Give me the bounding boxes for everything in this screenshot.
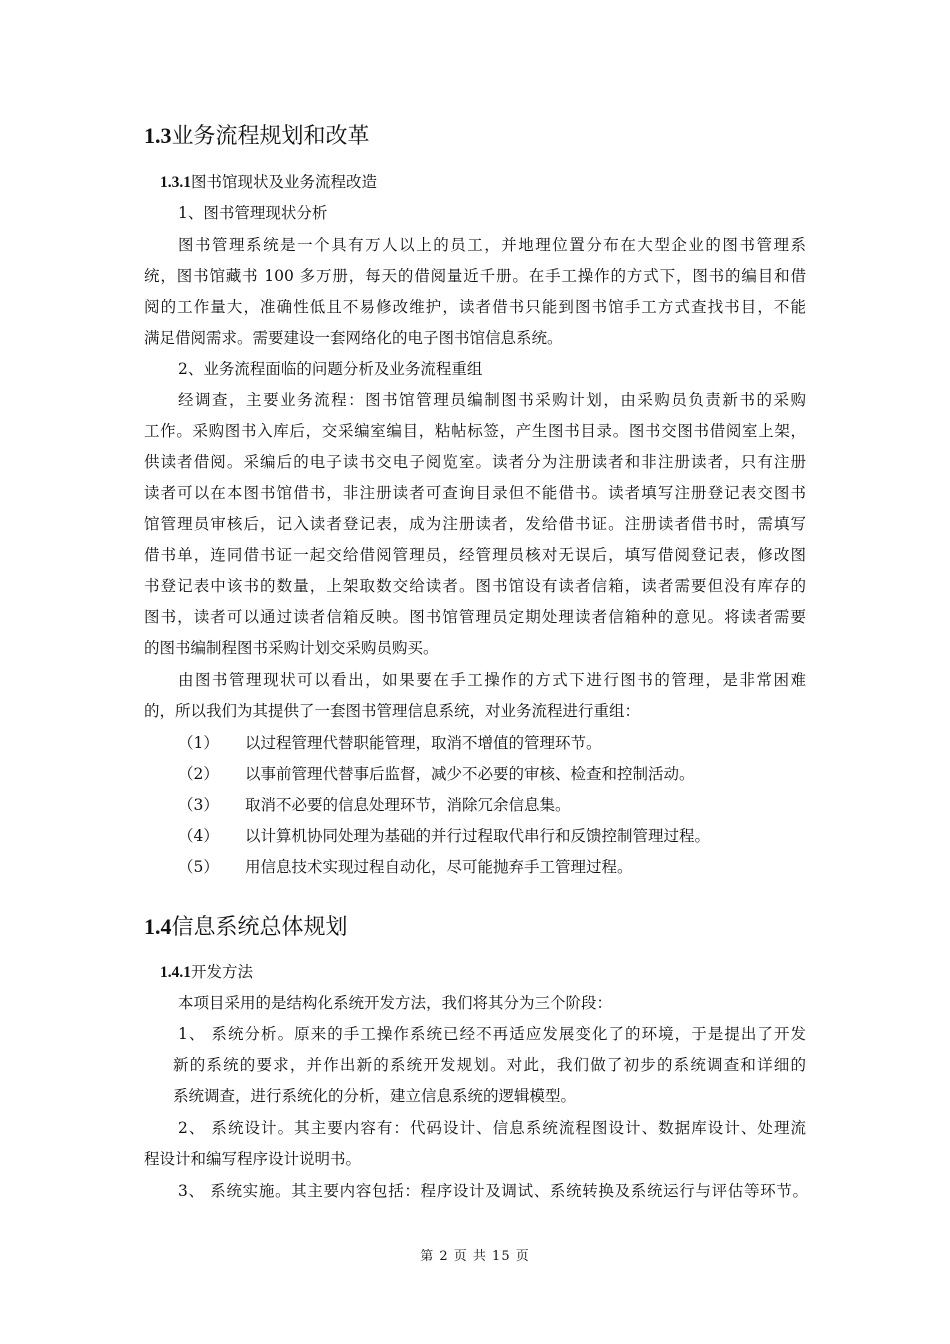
page-footer: 第 2 页 共 15 页: [420, 1249, 530, 1264]
paragraph-line: 工作。采购图书入库后，交采编室编目，粘帖标签，产生图书目录。图书交图书借阅室上架，: [144, 422, 806, 440]
paragraph-line: 2、 系统设计。其主要内容有：代码设计、信息系统流程图设计、数据库设计、处理流: [178, 1119, 806, 1137]
paragraph-line: 的图书编制程图书采购计划交采购员购买。: [144, 639, 439, 657]
subsection-number: 1.4.1: [160, 964, 191, 981]
paragraph-line: 由图书管理现状可以看出，如果要在手工操作的方式下进行图书的管理，是非常困难: [178, 671, 806, 689]
paragraph-line: 系统调查，进行系统化的分析，建立信息系统的逻辑模型。: [173, 1087, 577, 1105]
item-title: 2、业务流程面临的问题分析及业务流程重组: [178, 360, 483, 378]
section-title: 业务流程规划和改革: [171, 124, 370, 149]
item-title: 1、图书管理现状分析: [178, 204, 328, 222]
paragraph-line: 本项目采用的是结构化系统开发方法，我们将其分为三个阶段：: [178, 994, 613, 1012]
paragraph-line: 图书管理系统是一个具有万人以上的员工，并地理位置分布在大型企业的图书管理系: [178, 236, 806, 254]
paragraph-line: 1、 系统分析。原来的手工操作系统已经不再适应发展变化了的环境，于是提出了开发: [178, 1025, 806, 1043]
paragraph-line: 借书单，连同借书证一起交给借阅管理员，经管理员核对无误后，填写借阅登记表，修改图: [144, 546, 806, 564]
paragraph-line: 3、 系统实施。其主要内容包括：程序设计及调试、系统转换及系统运行与评估等环节。: [178, 1182, 808, 1200]
list-item-text: 取消不必要的信息处理环节，消除冗余信息集。: [245, 796, 571, 814]
paragraph-line: 的，所以我们为其提供了一套图书管理信息系统，对业务流程进行重组：: [144, 702, 641, 720]
subsection-title: 开发方法: [191, 963, 254, 981]
list-item-text: 以事前管理代替事后监督，减少不必要的审核、检查和控制活动。: [245, 765, 695, 783]
section-heading-1-3: [144, 121, 370, 152]
paragraph-line: 馆管理员审核后，记入读者登记表，成为注册读者，发给借书证。注册读者借书时，需填写: [144, 515, 806, 533]
subsection-number: 1.3.1: [160, 174, 191, 191]
list-number: （2）: [178, 765, 219, 783]
list-item-text: 以过程管理代替职能管理，取消不增值的管理环节。: [245, 734, 602, 752]
list-item-text: 以计算机协同处理为基础的并行过程取代串行和反馈控制管理过程。: [245, 827, 711, 845]
paragraph-line: 满足借阅需求。需要建设一套网络化的电子图书馆信息系统。: [144, 329, 563, 347]
paragraph-line: 程设计和编写程序设计说明书。: [144, 1150, 362, 1168]
list-number: （3）: [178, 796, 219, 814]
section-number: 1.3: [144, 123, 172, 148]
subsection-heading-1-3-1: [160, 171, 377, 194]
section-heading-1-4: [144, 912, 348, 943]
list-number: （4）: [178, 827, 219, 845]
subsection-title: 图书馆现状及业务流程改造: [191, 173, 378, 191]
subsection-heading-1-4-1: [160, 961, 253, 984]
paragraph-line: 书登记表中该书的数量，上架取数交给读者。图书馆设有读者信箱，读者需要但没有库存的: [144, 577, 806, 595]
paragraph-line: 统，图书馆藏书 100 多万册，每天的借阅量近千册。在手工操作的方式下，图书的编目和借: [144, 267, 806, 285]
section-title: 信息系统总体规划: [171, 915, 348, 940]
paragraph-line: 供读者借阅。采编后的电子读书交电子阅览室。读者分为注册读者和非注册读者，只有注册: [144, 453, 806, 471]
section-number: 1.4: [144, 914, 172, 939]
paragraph-line: 新的系统的要求，并作出新的系统开发规划。对此，我们做了初步的系统调查和详细的: [173, 1056, 806, 1074]
list-number: （5）: [178, 858, 219, 876]
paragraph-line: 经调查，主要业务流程：图书馆管理员编制图书采购计划，由采购员负责新书的采购: [178, 391, 806, 409]
list-item-text: 用信息技术实现过程自动化，尽可能抛弃手工管理过程。: [245, 858, 633, 876]
paragraph-line: 图书，读者可以通过读者信箱反映。图书馆管理员定期处理读者信箱种的意见。将读者需要: [144, 608, 806, 626]
list-number: （1）: [178, 734, 219, 752]
paragraph-line: 阅的工作量大，准确性低且不易修改维护，读者借书只能到图书馆手工方式查找书目，不能: [144, 298, 806, 316]
paragraph-line: 读者可以在本图书馆借书，非注册读者可查询目录但不能借书。读者填写注册登记表交图书: [144, 484, 806, 502]
